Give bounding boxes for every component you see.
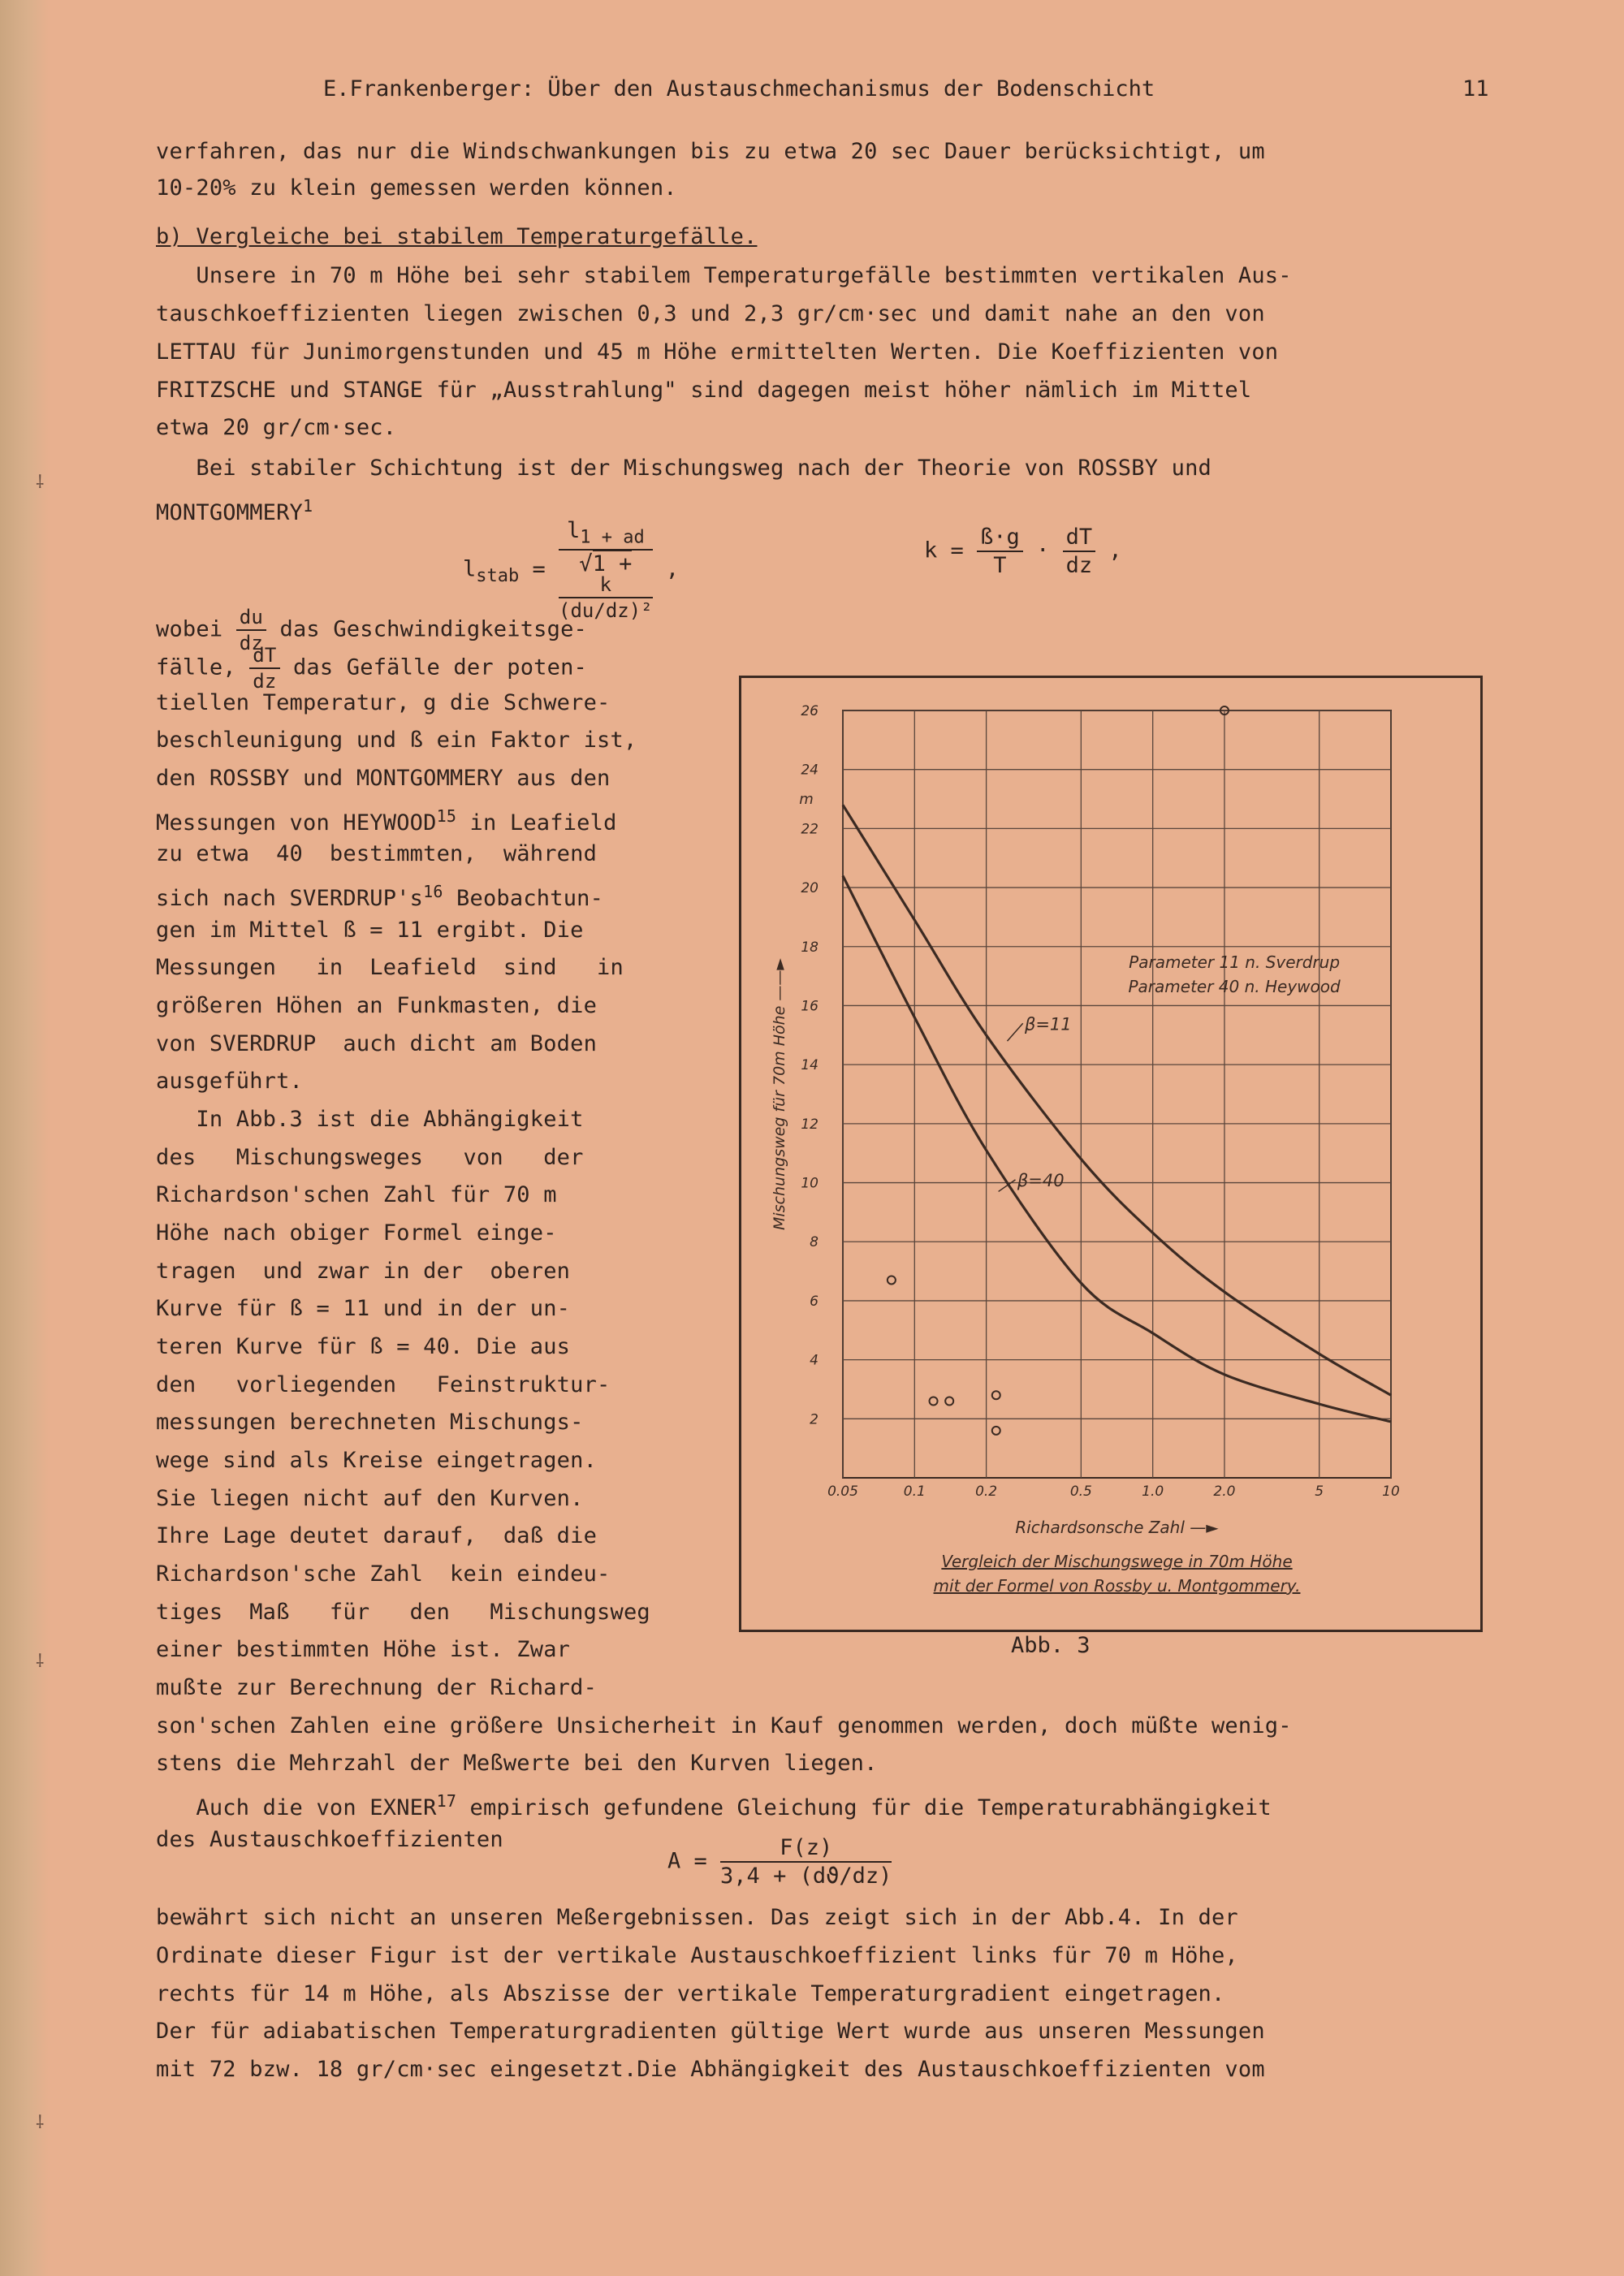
text-line: den ROSSBY und MONTGOMMERY aus den — [156, 766, 611, 791]
legend-entry: Parameter 11 n. Sverdrup — [1129, 952, 1341, 972]
series-line-beta-11 — [843, 805, 1391, 1395]
text-line: verfahren, das nur die Windschwankungen bis zu etwa 20 sec Dauer berücksichtigt, um — [156, 139, 1265, 164]
text-line: son'schen Zahlen eine größere Unsicherheit in Kauf genommen werden, doch müßte wenig- — [156, 1713, 1292, 1738]
text-line: fälle, $\frac{dT}{dz}$ das Gefälle der poten- — [156, 644, 587, 693]
text-line: des Austauschkoeffizienten — [156, 1827, 503, 1852]
text-line: FRITZSCHE und STANGE für „Ausstrahlung" sind dagegen meist höher nämlich im Mittel — [156, 378, 1252, 403]
y-tick-label: 24 — [801, 762, 818, 779]
y-tick-label: 20 — [801, 880, 818, 897]
text-line: Höhe nach obiger Formel einge- — [156, 1220, 557, 1246]
running-title: E.Frankenberger: Über den Austauschmechanismus der Bodenschicht — [323, 76, 1155, 101]
data-point — [930, 1397, 938, 1406]
text-line: MONTGOMMERY$^1$ — [156, 496, 313, 525]
text-line: mit 72 bzw. 18 gr/cm·sec eingesetzt.Die Abhängigkeit des Austauschkoeffizienten vom — [156, 2057, 1265, 2082]
y-tick-label: 10 — [801, 1175, 818, 1192]
page-binding-edge — [0, 0, 50, 2276]
x-tick-label: 5 — [1315, 1484, 1324, 1500]
text-line: mußte zur Berechnung der Richard- — [156, 1675, 598, 1700]
legend-entry: Parameter 40 n. Heywood — [1128, 976, 1341, 996]
text-line: etwa 20 gr/cm·sec. — [156, 415, 397, 440]
page-number: 11 — [1462, 76, 1489, 101]
binding-mark: ⸸ — [36, 473, 45, 493]
text-line: tragen und zwar in der oberen — [156, 1259, 571, 1284]
x-tick-label: 0.05 — [827, 1484, 858, 1500]
binding-mark: ⸸ — [36, 2113, 45, 2133]
y-tick-label: 8 — [810, 1234, 818, 1251]
binding-mark: ⸸ — [36, 1652, 45, 1672]
text-line: rechts für 14 m Höhe, als Abszisse der vertikale Temperaturgradient eingetragen. — [156, 1981, 1225, 2006]
text-line: des Mischungsweges von der — [156, 1145, 584, 1170]
data-point — [945, 1397, 953, 1406]
text-line: den vorliegenden Feinstruktur- — [156, 1372, 611, 1397]
text-line: Bei stabiler Schichtung ist der Mischungsweg nach der Theorie von ROSSBY und — [156, 456, 1212, 481]
section-heading: b) Vergleiche bei stabilem Temperaturgefälle. — [156, 224, 758, 249]
text-line: wege sind als Kreise eingetragen. — [156, 1448, 598, 1473]
text-line: teren Kurve für ß = 40. Die aus — [156, 1334, 571, 1359]
y-tick-label: 22 — [801, 821, 818, 838]
formula-k: k = $\frac{ß\cdot g}{T}$ · $\frac{dT}{dz}$ , — [924, 525, 1122, 578]
x-tick-label: 0.1 — [903, 1484, 926, 1500]
y-tick-label: 14 — [801, 1057, 818, 1074]
text-line: zu etwa 40 bestimmten, während — [156, 841, 598, 866]
annotation-leader — [1007, 1023, 1022, 1041]
text-line: messungen berechneten Mischungs- — [156, 1410, 584, 1435]
text-line: 10-20% zu klein gemessen werden können. — [156, 175, 677, 201]
x-tick-label: 1.0 — [1142, 1484, 1164, 1500]
y-tick-label: 6 — [810, 1293, 818, 1310]
plot-frame — [843, 710, 1391, 1478]
y-tick-label: 2 — [810, 1411, 818, 1428]
text-line: gen im Mittel ß = 11 ergibt. Die — [156, 918, 584, 943]
text-line: Ihre Lage deutet darauf, daß die — [156, 1523, 598, 1548]
text-line: LETTAU für Junimorgenstunden und 45 m Höhe ermittelten Werten. Die Koeffizienten von — [156, 339, 1279, 365]
figure-abb3 — [739, 676, 1483, 1632]
y-tick-label: 12 — [801, 1116, 818, 1133]
x-tick-label: 0.5 — [1069, 1484, 1092, 1500]
text-line: stens die Mehrzahl der Meßwerte bei den Kurven liegen. — [156, 1751, 878, 1776]
text-line: Richardson'schen Zahl für 70 m — [156, 1182, 557, 1207]
x-tick-label: 0.2 — [975, 1484, 998, 1500]
text-line: bewährt sich nicht an unseren Meßergebnissen. Das zeigt sich in der Abb.4. In der — [156, 1905, 1238, 1930]
formula-exner: A = $\frac{F(z)}{3,4 + (dϑ/dz)}$ — [667, 1835, 892, 1889]
y-tick-label: 18 — [801, 939, 818, 956]
footnote-ref: 1 — [303, 496, 313, 516]
y-tick-label: 4 — [810, 1352, 818, 1369]
chart-title-line: Vergleich der Mischungswege in 70m Höhe — [941, 1552, 1293, 1571]
text-line: ausgeführt. — [156, 1069, 304, 1094]
text-line: Messungen in Leafield sind in — [156, 955, 624, 980]
chart-title-line: mit der Formel von Rossby u. Montgommery. — [933, 1576, 1301, 1596]
text-line: sich nach $SVERDRUP's^{16}$ Beobachtun- — [156, 882, 604, 911]
text-line: Kurve für ß = 11 und in der un- — [156, 1296, 571, 1321]
text-line: Messungen von HEYWOOD$^{15}$ in Leafield — [156, 806, 617, 836]
data-point — [992, 1391, 1000, 1399]
text-line: tiellen Temperatur, g die Schwere- — [156, 690, 611, 715]
formula-l-stab: $l_{stab}$ = $l_{1 +}$ $_{ad}$ √1 + k (du/dz)² , — [463, 518, 680, 623]
text-line: Unsere in 70 m Höhe bei sehr stabilem Temperaturgefälle bestimmten vertikalen Aus- — [156, 263, 1292, 288]
text-line: wobei $\frac{du}{dz}$ das Geschwindigkeitsge- — [156, 606, 587, 654]
text-line: Der für adiabatischen Temperaturgradienten gültige Wert wurde aus unseren Messungen — [156, 2019, 1265, 2044]
data-point — [992, 1427, 1000, 1435]
curve-annotation: β=40 — [1017, 1170, 1065, 1190]
chart-svg — [741, 678, 1480, 1630]
x-tick-label: 2.0 — [1213, 1484, 1236, 1500]
x-tick-label: 10 — [1382, 1484, 1400, 1500]
text-line: Ordinate dieser Figur ist der vertikale Austauschkoeffizient links für 70 m Höhe, — [156, 1943, 1238, 1968]
text-line: größeren Höhen an Funkmasten, die — [156, 993, 598, 1018]
y-tick-label: 16 — [801, 998, 818, 1015]
y-axis-label: Mischungsweg für 70m Höhe ——► — [771, 957, 788, 1231]
text-line: In Abb.3 ist die Abhängigkeit — [156, 1107, 584, 1132]
curve-annotation: β=11 — [1024, 1014, 1072, 1034]
text-line: Auch die von EXNER$^{17}$ empirisch gefundene Gleichung für die Temperaturabhängigkeit — [156, 1791, 1272, 1820]
text-line: Sie liegen nicht auf den Kurven. — [156, 1486, 584, 1511]
y-tick-label: 26 — [801, 703, 818, 719]
x-axis-label: Richardsonsche Zahl —► — [1015, 1518, 1219, 1537]
text-line: von SVERDRUP auch dicht am Boden — [156, 1031, 598, 1056]
data-point — [888, 1276, 896, 1284]
text-line: Richardson'sche Zahl kein eindeu- — [156, 1561, 611, 1587]
text-line: einer bestimmten Höhe ist. Zwar — [156, 1637, 571, 1662]
text-line: tauschkoeffizienten liegen zwischen 0,3 und 2,3 gr/cm·sec und damit nahe an den von — [156, 301, 1265, 326]
y-unit-label: m — [799, 791, 814, 809]
text-line: beschleunigung und ß ein Faktor ist, — [156, 728, 637, 753]
figure-caption: Abb. 3 — [1011, 1633, 1091, 1658]
text-line: tiges Maß für den Mischungsweg — [156, 1600, 650, 1625]
